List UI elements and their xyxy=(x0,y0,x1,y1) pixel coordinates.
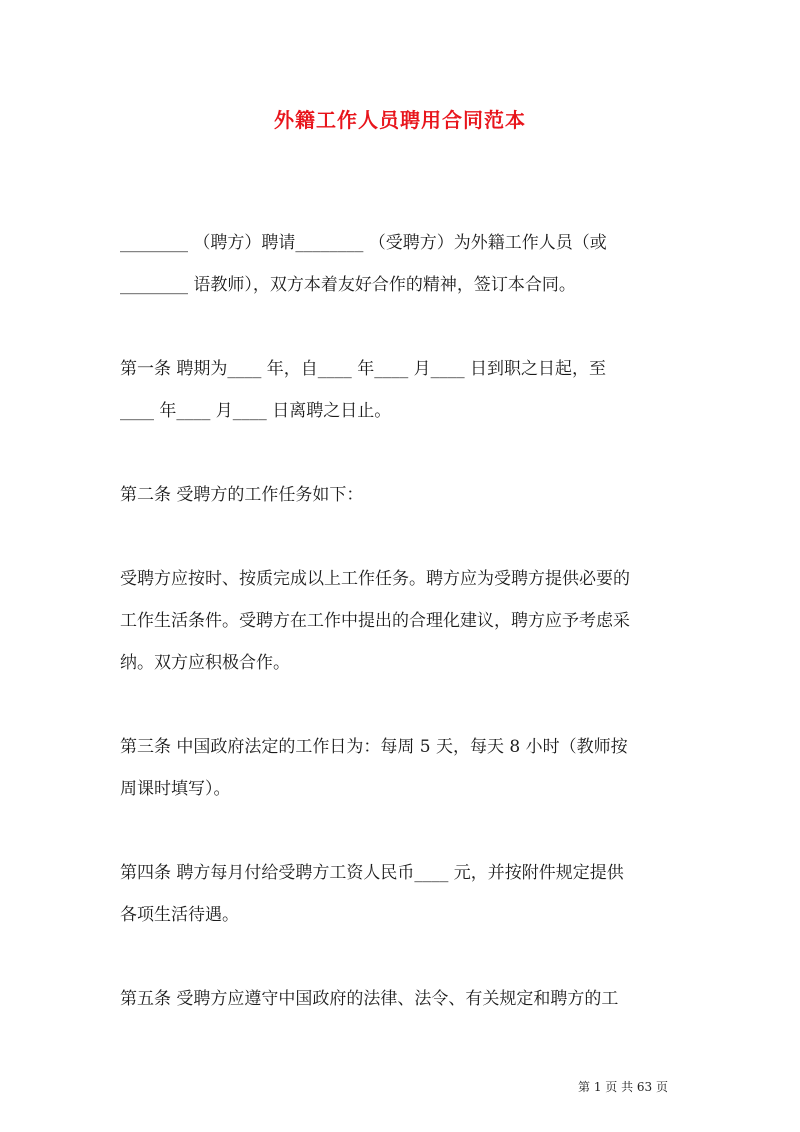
paragraph-line: ________ （聘方）聘请________ （受聘方）为外籍工作人员（或 xyxy=(120,233,607,253)
paragraph-duties xyxy=(120,558,690,684)
document-title: 外籍工作人员聘用合同范本 xyxy=(274,108,526,132)
paragraph-line: 各项生活待遇。 xyxy=(120,905,239,925)
paragraph-line: 纳。双方应积极合作。 xyxy=(120,653,290,673)
paragraph-article-5 xyxy=(120,978,690,1020)
paragraph-line: 第一条 聘期为____ 年，自____ 年____ 月____ 日到职之日起，至 xyxy=(120,359,607,379)
paragraph-line: 周课时填写）。 xyxy=(120,779,231,799)
paragraph-line: 受聘方应按时、按质完成以上工作任务。聘方应为受聘方提供必要的 xyxy=(120,569,630,589)
paragraph-line: 第二条 受聘方的工作任务如下： xyxy=(120,485,364,505)
page-number-footer: 第 1 页 共 63 页 xyxy=(578,1080,668,1094)
paragraph-intro xyxy=(120,222,690,306)
paragraph-article-3 xyxy=(120,726,690,810)
paragraph-article-1 xyxy=(120,348,690,432)
paragraph-line: 第五条 受聘方应遵守中国政府的法律、法令、有关规定和聘方的工 xyxy=(120,989,619,1009)
paragraph-line: ____ 年____ 月____ 日离聘之日止。 xyxy=(120,401,392,421)
paragraph-article-4 xyxy=(120,852,690,936)
paragraph-line: 工作生活条件。受聘方在工作中提出的合理化建议，聘方应予考虑采 xyxy=(120,611,630,631)
paragraph-article-2 xyxy=(120,474,690,516)
paragraph-line: 第四条 聘方每月付给受聘方工资人民币____ 元，并按附件规定提供 xyxy=(120,863,624,883)
paragraph-line: ________ 语教师），双方本着友好合作的精神，签订本合同。 xyxy=(120,275,576,295)
paragraph-line: 第三条 中国政府法定的工作日为：每周 5 天，每天 8 小时（教师按 xyxy=(120,737,628,757)
